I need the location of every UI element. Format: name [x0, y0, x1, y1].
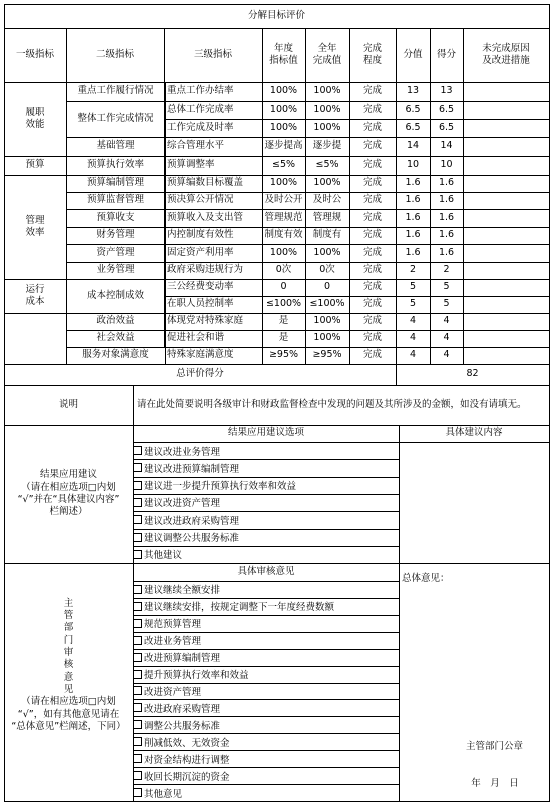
checkbox[interactable]: [133, 670, 142, 679]
score-value: 6.5: [405, 121, 421, 133]
option-label: 其他建议: [144, 550, 183, 562]
earned-score: 10: [440, 159, 453, 171]
checkbox[interactable]: [133, 533, 142, 542]
level2-label: 服务对象满意度: [82, 349, 149, 361]
option-label: 改进资产管理: [144, 686, 202, 698]
review-options-header: 具体审核意见: [237, 565, 295, 577]
earned-score: 6.5: [438, 103, 455, 115]
checkbox[interactable]: [133, 720, 142, 729]
level2-label: 预算监督管理: [86, 194, 144, 206]
actual-value: 100%: [313, 103, 341, 115]
table-rule: [133, 784, 400, 785]
level3-label: 重点工作办结率: [167, 85, 234, 97]
checkbox[interactable]: [133, 653, 142, 662]
column-header: 完成 程度: [362, 42, 382, 66]
option-label: 收回长期沉淀的资金: [144, 771, 230, 783]
column-header: 三级指标: [193, 48, 232, 60]
suggestion-content-header: 具体建议内容: [445, 427, 503, 439]
suggestion-option[interactable]: [133, 529, 399, 546]
completion-degree: 完成: [362, 349, 382, 361]
level2-label: 政治效益: [96, 315, 135, 327]
option-label: 改进业务管理: [144, 636, 202, 648]
column-header: 一级指标: [15, 48, 54, 60]
actual-value: 0次: [319, 264, 335, 276]
option-label: 调整公共服务标准: [144, 720, 221, 732]
score-value: 14: [406, 140, 420, 152]
earned-score: 1.6: [438, 246, 455, 258]
target-value: 及时公开: [264, 194, 303, 206]
target-value: ≤5%: [271, 159, 296, 171]
level3-label: 综合管理水平: [167, 140, 225, 152]
suggestion-option[interactable]: [133, 546, 399, 563]
earned-score: 1.6: [438, 194, 455, 206]
level1-label: 管理 效率: [25, 214, 45, 238]
table-rule: [133, 511, 400, 512]
target-value: ≤100%: [265, 298, 302, 310]
earned-score: 5: [443, 281, 450, 293]
table-rule: [133, 477, 400, 478]
review-option[interactable]: [133, 649, 399, 666]
suggestion-option[interactable]: [133, 511, 399, 528]
actual-value: 100%: [313, 121, 341, 133]
option-label: 建议继续全额安排: [144, 585, 221, 597]
suggestion-options-header: 结果应用建议选项: [227, 427, 304, 439]
table-rule: [133, 598, 400, 599]
review-label: 主 管 部 门 审 核 意 见 （请在相应选项□内划 “√”，如有其他意见请在 “总体意见”栏阐述，下同）: [11, 597, 126, 733]
level3-label: 预算编数目标覆盖: [167, 177, 244, 189]
actual-value: 0: [323, 281, 331, 293]
actual-value: ≥95%: [312, 349, 342, 361]
completion-degree: 完成: [362, 229, 382, 241]
score-value: 1.6: [405, 229, 421, 241]
actual-value: 100%: [313, 315, 341, 327]
table-rule: [133, 767, 400, 768]
review-option[interactable]: [133, 699, 399, 716]
note-label: 说明: [58, 398, 78, 410]
review-option[interactable]: [133, 750, 399, 767]
level3-label: 预算收入及支出管: [167, 211, 244, 223]
table-rule: [133, 750, 400, 751]
checkbox[interactable]: [133, 463, 142, 472]
actual-value: 100%: [313, 177, 341, 189]
score-value: 5: [409, 298, 417, 310]
score-value: 2: [409, 264, 417, 276]
target-value: 100%: [269, 177, 298, 189]
earned-score: 1.6: [438, 211, 455, 223]
suggestion-option[interactable]: [133, 494, 399, 511]
target-value: 100%: [269, 246, 298, 258]
review-option[interactable]: [133, 683, 399, 700]
department-seal: 主管部门公章: [465, 740, 523, 752]
completion-degree: 完成: [362, 211, 382, 223]
level2-label: 成本控制成效: [86, 289, 144, 301]
level2-label: 整体工作完成情况: [77, 112, 154, 124]
actual-value: ≤5%: [315, 159, 339, 171]
completion-degree: 完成: [362, 315, 382, 327]
option-label: 规范预算管理: [144, 619, 202, 631]
table-rule: [133, 494, 400, 495]
table-rule: [463, 28, 464, 365]
completion-degree: 完成: [362, 121, 382, 133]
table-rule: [133, 716, 400, 717]
level3-label: 特殊家庭满意度: [167, 349, 234, 361]
checkbox[interactable]: [133, 446, 142, 455]
earned-score: 6.5: [438, 121, 455, 133]
checkbox[interactable]: [133, 636, 142, 645]
completion-degree: 完成: [362, 85, 382, 97]
completion-degree: 完成: [362, 103, 382, 115]
option-label: 建议调整公共服务标准: [144, 533, 240, 544]
option-label: 建议改进政府采购管理: [144, 515, 240, 527]
checkbox[interactable]: [133, 686, 142, 695]
score-value: 1.6: [405, 177, 421, 189]
review-option[interactable]: [133, 716, 399, 733]
review-option[interactable]: [133, 733, 399, 750]
option-label: 改进预算编制管理: [144, 653, 221, 665]
level2-label: 预算编制管理: [86, 177, 144, 189]
option-label: 建议改进预算编制管理: [144, 463, 240, 475]
suggestion-label: 结果应用建议 （请在相应选项□内划 “√”并在“具体建议内容” 栏阐述）: [17, 469, 120, 518]
table-rule: [399, 425, 400, 802]
checkbox[interactable]: [133, 550, 142, 559]
target-value: 100%: [269, 103, 298, 115]
earned-score: 4: [443, 332, 450, 344]
table-rule: [164, 28, 165, 83]
target-value: ≥95%: [268, 349, 299, 361]
actual-value: 管理规: [312, 211, 342, 223]
review-option[interactable]: [133, 615, 399, 632]
option-label: 建议改进业务管理: [144, 446, 221, 458]
score-value: 4: [409, 315, 417, 327]
column-header: 全年 完成值: [312, 42, 342, 66]
score-value: 13: [406, 85, 420, 97]
score-value: 10: [406, 159, 420, 171]
earned-score: 14: [440, 140, 453, 152]
checkbox[interactable]: [133, 481, 142, 490]
target-value: 100%: [269, 85, 298, 97]
review-option[interactable]: [133, 666, 399, 683]
completion-degree: 完成: [362, 140, 382, 152]
table-rule: [549, 4, 550, 802]
table-rule: [133, 733, 400, 734]
column-header: 二级指标: [95, 48, 134, 60]
score-value: 5: [409, 281, 417, 293]
level1-label: 预算: [25, 159, 45, 171]
level1-label: 运行 成本: [25, 283, 45, 307]
actual-value: 逐步提: [312, 140, 342, 152]
suggestion-option[interactable]: [133, 442, 399, 459]
completion-degree: 完成: [362, 281, 382, 293]
review-option[interactable]: [133, 581, 399, 598]
level3-label: 三公经费变动率: [167, 281, 234, 293]
actual-value: 100%: [313, 85, 341, 97]
table-rule: [133, 546, 400, 547]
level3-label: 固定资产利用率: [167, 246, 234, 258]
actual-value: 及时公: [312, 194, 342, 206]
column-header: 得分: [436, 48, 456, 60]
earned-score: 2: [443, 264, 450, 276]
target-value: 是: [278, 315, 289, 327]
actual-value: 制度有: [312, 229, 342, 241]
level3-label: 促进社会和谐: [167, 332, 225, 344]
earned-score: 1.6: [438, 229, 455, 241]
table-rule: [133, 459, 400, 460]
column-header: 年度 指标值: [269, 42, 298, 66]
level3-label: 预算调整率: [167, 159, 215, 171]
earned-score: 5: [443, 298, 450, 310]
review-option[interactable]: [133, 784, 399, 801]
option-label: 其他意见: [144, 788, 183, 800]
score-value: 4: [409, 332, 417, 344]
column-header: 分值: [403, 48, 423, 60]
level3-label: 预决算公开情况: [167, 194, 234, 206]
score-value: 1.6: [405, 211, 421, 223]
checkbox[interactable]: [133, 619, 142, 628]
level3-label: 体现党对特殊家庭: [167, 315, 244, 327]
completion-degree: 完成: [362, 159, 382, 171]
actual-value: ≤100%: [309, 298, 345, 310]
target-value: 是: [278, 332, 289, 344]
score-value: 1.6: [405, 194, 421, 206]
column-header: 未完成原因 及改进措施: [482, 42, 530, 66]
option-label: 建议继续安排，按规定调整下一年度经费数额: [144, 602, 335, 614]
checkbox[interactable]: [133, 602, 142, 611]
level3-label: 总体工作完成率: [167, 103, 234, 115]
option-label: 改进政府采购管理: [144, 703, 221, 715]
level2-label: 基础管理: [96, 140, 135, 152]
total-score: 82: [466, 368, 479, 380]
table-rule: [133, 683, 400, 684]
target-value: 0: [280, 281, 287, 293]
completion-degree: 完成: [362, 298, 382, 310]
option-label: 建议进一步提升预算执行效率和效益: [144, 481, 297, 493]
option-label: 提升预算执行效率和效益: [144, 670, 249, 682]
earned-score: 4: [443, 349, 450, 361]
table-rule: [133, 529, 400, 530]
actual-value: 100%: [313, 332, 341, 344]
level2-label: 业务管理: [96, 264, 135, 276]
table-rule: [133, 632, 400, 633]
earned-score: 13: [440, 85, 453, 97]
note-text: 请在此处简要说明各级审计和财政监督检查中发现的问题及其所涉及的金额，如没有请填无。: [137, 398, 527, 410]
completion-degree: 完成: [362, 246, 382, 258]
level2-label: 资产管理: [96, 246, 135, 258]
completion-degree: 完成: [362, 332, 382, 344]
review-option[interactable]: [133, 598, 399, 615]
overall-opinion-label: 总体意见：: [402, 572, 450, 584]
level2-label: 社会效益: [96, 332, 135, 344]
checkbox[interactable]: [133, 498, 142, 507]
table-rule: [4, 313, 67, 314]
option-label: 建议改进资产管理: [144, 498, 221, 510]
checkbox[interactable]: [133, 754, 142, 763]
level2-label: 预算执行效率: [86, 159, 144, 171]
level2-label: 预算收支: [96, 211, 135, 223]
completion-degree: 完成: [362, 264, 382, 276]
review-date: 年 月 日: [471, 777, 519, 789]
suggestion-option[interactable]: [133, 477, 399, 494]
target-value: 100%: [269, 121, 298, 133]
target-value: 逐步提高: [264, 140, 303, 152]
score-value: 4: [409, 349, 417, 361]
level3-label: 在职人员控制率: [167, 298, 234, 310]
review-option[interactable]: [133, 767, 399, 784]
table-rule: [4, 801, 550, 802]
actual-value: 100%: [313, 246, 341, 258]
earned-score: 1.6: [438, 177, 455, 189]
score-value: 6.5: [405, 103, 421, 115]
option-label: 削减低效、无效资金: [144, 737, 230, 749]
target-value: 制度有效: [264, 229, 303, 241]
table-title: 分解目标评价: [247, 9, 305, 21]
checkbox[interactable]: [133, 737, 142, 746]
table-rule: [133, 699, 400, 700]
suggestion-option[interactable]: [133, 459, 399, 476]
target-value: 管理规范: [264, 211, 303, 223]
completion-degree: 完成: [362, 177, 382, 189]
level2-label: 财务管理: [96, 229, 135, 241]
level3-label: 政府采购违规行为: [167, 264, 244, 276]
earned-score: 4: [443, 315, 450, 327]
option-label: 对资金结构进行调整: [144, 754, 230, 766]
table-rule: [133, 649, 400, 650]
level1-label: 履职 效能: [25, 106, 45, 130]
level3-label: 内控制度有效性: [167, 229, 234, 241]
checkbox[interactable]: [133, 515, 142, 524]
target-value: 0次: [275, 264, 292, 276]
table-rule: [133, 666, 400, 667]
score-value: 1.6: [405, 246, 421, 258]
review-option[interactable]: [133, 632, 399, 649]
table-rule: [133, 615, 400, 616]
level2-label: 重点工作履行情况: [77, 85, 154, 97]
level3-label: 工作完成及时率: [167, 121, 234, 133]
checkbox[interactable]: [133, 703, 142, 712]
checkbox[interactable]: [133, 771, 142, 780]
checkbox[interactable]: [133, 585, 142, 594]
completion-degree: 完成: [362, 194, 382, 206]
checkbox[interactable]: [133, 788, 142, 797]
total-label: 总评价得分: [176, 368, 224, 380]
